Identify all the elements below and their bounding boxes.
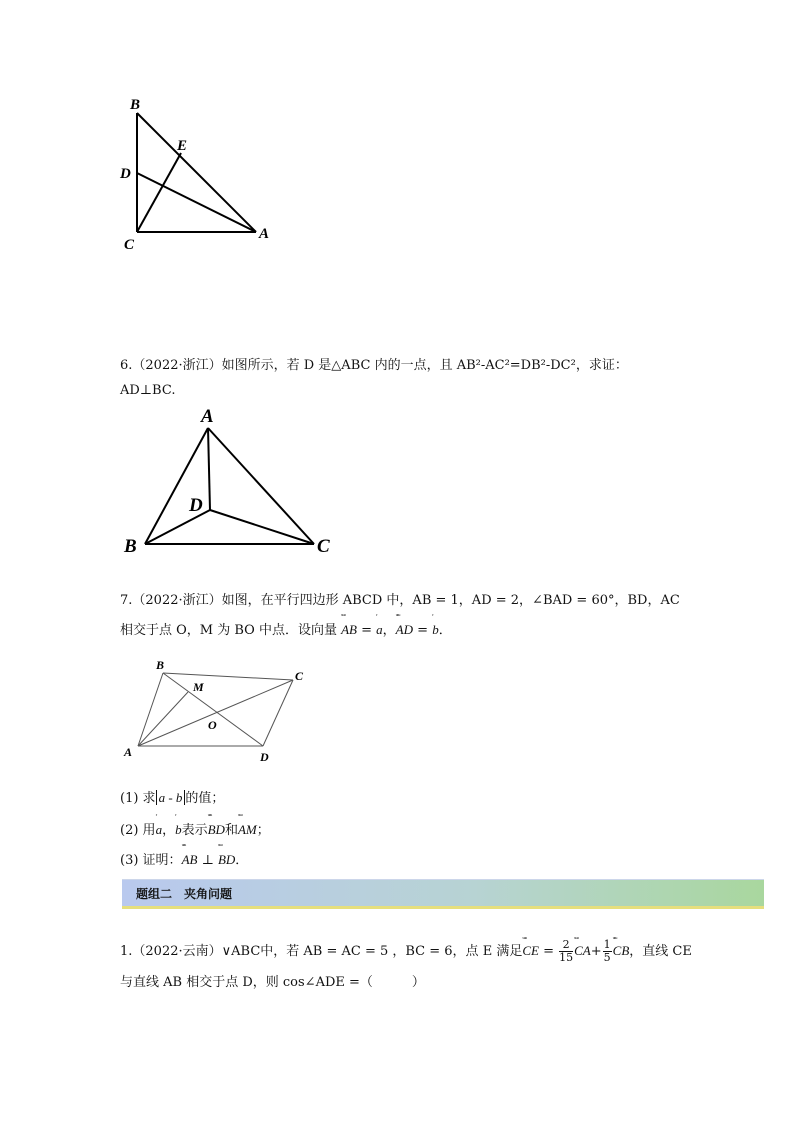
q6-line2: AD⊥BC. <box>120 383 176 398</box>
vector-bd: ᵘᵘᵘ BD <box>217 842 236 867</box>
vector-b: ʳ b <box>432 612 439 637</box>
section-title: 题组二 夹角问题 <box>136 887 233 901</box>
equals: = <box>413 623 433 638</box>
abs-value-expression: a - b <box>156 790 186 805</box>
vector-ab: ᵘᵘᵘ AB <box>181 842 198 867</box>
period: ． <box>438 623 452 638</box>
q7-sub2: (2) 用 ʳ a， ʳ b表示 ᵘᵘᵘ BD和 ᵘᵘᵘ AM； <box>120 812 270 838</box>
label-c: C <box>124 237 135 253</box>
vector-bd: ᵘᵘᵘ BD <box>207 812 225 837</box>
vector-ab: ᵘᵘᵘ AB <box>341 612 357 637</box>
fraction-1-5: $\frac{1}{5}$ <box>603 938 611 964</box>
label-c: C <box>317 536 330 557</box>
label-d: D <box>120 166 131 182</box>
q6-line1: 6.（2022·浙江）如图所示，若 D 是△ABC 内的一点，且 AB²-AC²=DB²-DC²，求证： <box>120 358 628 373</box>
separator: ， <box>382 623 396 638</box>
label-d: D <box>189 495 203 516</box>
label-o: O <box>208 718 217 732</box>
label-b: B <box>156 658 165 672</box>
q7-sub3: (3) 证明： ᵘᵘᵘ AB ⊥ ᵘᵘᵘ BD． <box>120 842 249 868</box>
label-a: A <box>259 226 270 242</box>
fraction-2-15: $\frac{2}{15}$ <box>559 938 574 964</box>
vector-a: ʳ a <box>155 812 163 837</box>
label-a: A <box>124 745 133 759</box>
q7-line2 <box>120 612 452 641</box>
figure-parallelogram-abcd <box>118 655 318 767</box>
label-e: E <box>177 138 188 154</box>
label-b: B <box>130 97 141 113</box>
q7-line1: 7.（2022·浙江）如图，在平行四边形 ABCD 中，AB = 1，AD = 2，∠BAD = 60°，BD，AC <box>120 593 680 608</box>
figure-triangle-abc-point-d <box>118 400 348 565</box>
vector-ca: ᵘᵘᵘ CA <box>574 935 591 958</box>
vector-cb: ᵘᵘᵘ CB <box>612 935 630 958</box>
vector-a: ʳ a <box>376 612 383 637</box>
label-d: D <box>260 750 269 764</box>
q7-sub1: (1) 求 a - b 的值； <box>120 790 225 806</box>
q1-line1: 1.（2022·云南）∨ABC中，若 AB = AC = 5 ，BC = 6，点 E 满足 ᵘᵘᵘ CE = $\frac{2}{15}$ ᵘᵘᵘ CA+ $\frac{1}{5}$ ᵘᵘᵘ CB，直线 CE <box>120 934 692 968</box>
figure-triangle-bca <box>112 90 292 260</box>
label-c: C <box>295 669 304 683</box>
label-b: B <box>124 536 137 557</box>
vector-ce: ᵘᵘᵘ CE <box>522 935 539 958</box>
vector-am: ᵘᵘᵘ AM <box>237 812 257 837</box>
vector-b: ʳ b <box>175 812 182 837</box>
vector-ad: ᵘᵘᵘ AD <box>395 612 414 637</box>
q7-line2-text: 相交于点 O，M 为 BO 中点．设向量 <box>120 623 342 638</box>
equals: = <box>356 623 377 638</box>
section-header-band <box>122 879 764 909</box>
label-a: A <box>201 406 214 427</box>
q1-line2: 与直线 AB 相交于点 D，则 cos∠ADE =（ ） <box>120 975 425 990</box>
label-m: M <box>193 680 204 694</box>
